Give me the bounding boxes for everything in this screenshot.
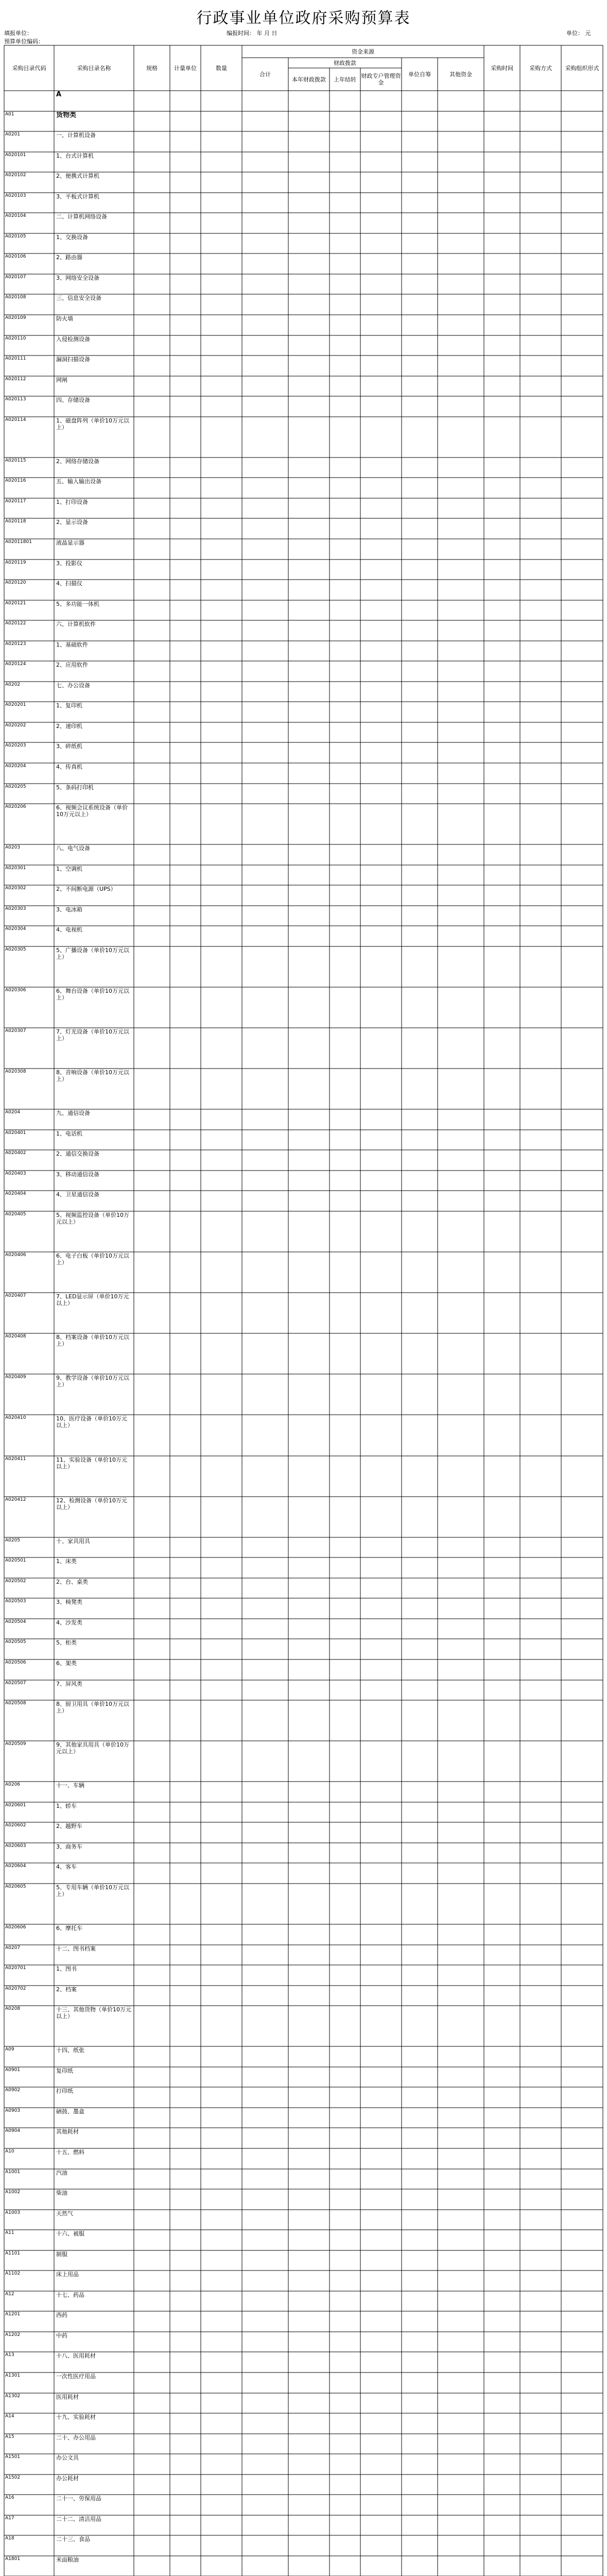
row-code: A020122	[5, 621, 26, 626]
row-code: A1301	[5, 2373, 21, 2379]
row-code: A09	[5, 2047, 14, 2053]
row-code: A020412	[5, 1497, 26, 1502]
row-name: 中药	[56, 2332, 67, 2339]
row-code: A0208	[5, 2006, 21, 2012]
row-code: A020107	[5, 274, 26, 280]
row-name: 2、路由器	[56, 254, 82, 261]
row-code: A0205	[5, 1537, 21, 1543]
row-name: 1、交换设备	[56, 233, 88, 241]
row-code: A020103	[5, 193, 26, 198]
row-code: A020701	[5, 1965, 26, 1971]
section-heading: A	[56, 91, 62, 98]
row-code: A020509	[5, 1741, 26, 1747]
row-code: A020409	[5, 1375, 26, 1380]
row-name: 5、柜类	[56, 1639, 77, 1647]
row-code: A1502	[5, 2475, 21, 2480]
header-unit: 计量单位	[174, 64, 197, 72]
row-code: A0902	[5, 2088, 21, 2093]
row-name: 办公文具	[56, 2454, 79, 2462]
row-name: 4、扫描仪	[56, 580, 82, 587]
row-name: 3、平板式计算机	[56, 193, 99, 200]
row-code: A0201	[5, 132, 21, 138]
row-code: A1501	[5, 2454, 21, 2460]
row-code: A020123	[5, 641, 26, 647]
row-name: 6、架类	[56, 1659, 77, 1667]
row-name: 十一、车辆	[56, 1782, 84, 1789]
row-name: 1、基础软件	[56, 641, 88, 648]
row-code: A1201	[5, 2312, 21, 2317]
row-name: 5、专用车辆（单价10万元以上）	[56, 1884, 129, 1897]
header-total: 合计	[259, 71, 271, 78]
row-name: 5、条码打印机	[56, 784, 94, 791]
row-name: 八、电气设备	[56, 845, 90, 852]
header-method: 采购方式	[529, 64, 552, 72]
row-code: A020113	[5, 397, 26, 402]
row-code: A020503	[5, 1599, 26, 1604]
row-name: 十四、纸张	[56, 2047, 84, 2054]
row-name: 漏洞扫描设备	[56, 356, 90, 363]
row-code: A1101	[5, 2250, 21, 2256]
row-name: 2、网络存储设备	[56, 457, 99, 465]
row-code: A020124	[5, 662, 26, 667]
header-self-raised: 单位自筹	[408, 71, 431, 78]
row-name: 十八、医用耗材	[56, 2352, 96, 2360]
row-name: 一、计算机设备	[56, 132, 96, 139]
row-name: 3、网络安全设备	[56, 274, 99, 281]
row-code: A020206	[5, 804, 26, 810]
row-code: A020408	[5, 1334, 26, 1340]
row-code: A020101	[5, 152, 26, 158]
row-code: A020605	[5, 1884, 26, 1889]
row-name: 十三、其他货物（单价10万元以上）	[56, 2006, 131, 2020]
row-code: A10	[5, 2149, 14, 2155]
row-name: 九、通信设备	[56, 1110, 90, 1117]
row-code: A020120	[5, 580, 26, 586]
row-name: 7、屏风类	[56, 1680, 82, 1687]
row-code: A01	[5, 111, 14, 117]
row-name: 2、应用软件	[56, 662, 88, 669]
row-code: A020105	[5, 233, 26, 239]
row-name: 六、计算机软件	[56, 621, 96, 628]
row-name: 二十、办公用品	[56, 2434, 96, 2441]
row-code: A0207	[5, 1945, 21, 1951]
row-code: A020302	[5, 886, 26, 891]
header-funds: 资金来源	[352, 48, 374, 55]
row-code: A020702	[5, 1986, 26, 1991]
row-name: 硒鼓、墨盒	[56, 2108, 84, 2115]
row-name: 7、灯光设备（单价10万元以上）	[56, 1028, 129, 1042]
row-name: 6、舞台设备（单价10万元以上）	[56, 987, 129, 1001]
row-name: 9、教学设备（单价10万元以上）	[56, 1375, 129, 1388]
row-name: 2、显示设备	[56, 519, 88, 526]
row-name: 2、不间断电源（UPS）	[56, 886, 116, 893]
row-code: A020203	[5, 743, 26, 749]
row-code: A02011801	[5, 539, 32, 545]
row-code: A020407	[5, 1293, 26, 1299]
row-name: 3、椅凳类	[56, 1599, 82, 1606]
row-name: 1、复印机	[56, 702, 82, 709]
row-code: A1002	[5, 2190, 21, 2195]
row-name: 医用耗材	[56, 2393, 79, 2400]
row-code: A020411	[5, 1456, 26, 1462]
row-name: 柴油	[56, 2190, 67, 2197]
row-name: 4、卫星通信设备	[56, 1191, 99, 1198]
row-name: 1、图书	[56, 1965, 77, 1973]
header-org: 采购组织形式	[565, 64, 599, 72]
row-name: 三、信息安全设备	[56, 295, 101, 302]
row-code: A020410	[5, 1415, 26, 1421]
header-spec: 规格	[146, 64, 158, 72]
header-code: 采购目录代码	[12, 64, 46, 72]
row-name: 七、办公设备	[56, 682, 90, 689]
row-name: 西药	[56, 2312, 67, 2319]
row-code	[5, 91, 53, 111]
row-code: A020202	[5, 722, 26, 728]
header-period: 采购时间	[491, 64, 513, 72]
row-code: A020507	[5, 1680, 26, 1686]
row-name: 2、档案	[56, 1986, 77, 1993]
row-code: A020116	[5, 478, 26, 484]
row-name: 五、输入输出设备	[56, 478, 101, 485]
header-fiscal: 财政拨款	[334, 59, 356, 66]
row-code: A020501	[5, 1558, 26, 1564]
row-code: A0203	[5, 845, 21, 851]
row-name: 4、客车	[56, 1863, 77, 1871]
row-name: 11、实验设备（单价10万元以上）	[56, 1456, 127, 1470]
row-code: A11	[5, 2230, 14, 2236]
row-code: A1003	[5, 2210, 21, 2215]
row-code: A020606	[5, 1925, 26, 1930]
row-name: 米面粮油	[56, 2556, 79, 2563]
row-code: A020301	[5, 865, 26, 871]
row-code: A020111	[5, 356, 26, 362]
report-date: 编报时间： 年 月 日	[227, 30, 278, 37]
row-code: A020406	[5, 1252, 26, 1258]
row-name: 打印纸	[56, 2088, 73, 2095]
row-code: A17	[5, 2515, 14, 2521]
row-code: A020118	[5, 519, 26, 524]
row-code: A020205	[5, 784, 26, 789]
row-code: A020504	[5, 1619, 26, 1624]
row-name: 二十三、食品	[56, 2536, 90, 2543]
row-name: 5、视频监控设备（单价10万元以上）	[56, 1211, 129, 1225]
row-name: 网闸	[56, 376, 67, 383]
row-name: 天然气	[56, 2210, 73, 2217]
row-name: 1、空调机	[56, 865, 82, 872]
row-name: 十六、被服	[56, 2230, 84, 2238]
row-code: A0901	[5, 2067, 21, 2073]
row-code: A020304	[5, 926, 26, 932]
row-name: 汽油	[56, 2169, 67, 2176]
row-name: 6、电子白板（单价10万元以上）	[56, 1252, 129, 1266]
row-code: A0202	[5, 682, 21, 687]
row-name: 十九、实验耗材	[56, 2414, 96, 2421]
row-name: 防火墙	[56, 315, 73, 322]
row-name: 4、沙发类	[56, 1619, 82, 1626]
row-name: 12、检测设备（单价10万元以上）	[56, 1497, 127, 1511]
row-name: 2、便携式计算机	[56, 173, 99, 180]
row-name: 3、电冰箱	[56, 906, 82, 913]
unit-code-label: 预算单位编码：	[4, 38, 44, 45]
row-name: 6、视频会议系统设备（单价10万元以上）	[56, 804, 128, 818]
row-code: A12	[5, 2291, 14, 2297]
row-code: A0904	[5, 2128, 21, 2134]
row-code: A1302	[5, 2393, 21, 2399]
row-name: 一次性医疗用品	[56, 2373, 96, 2380]
row-name: 复印纸	[56, 2067, 73, 2074]
row-name: 1、磁盘阵列（单价10万元以上）	[56, 417, 129, 431]
row-name: 十五、燃料	[56, 2149, 84, 2156]
row-code: A020603	[5, 1843, 26, 1849]
row-code: A020201	[5, 702, 26, 708]
row-code: A020402	[5, 1150, 26, 1156]
row-name: 7、LED显示屏（单价10万元以上）	[56, 1293, 129, 1307]
row-name: 液晶显示器	[56, 539, 84, 546]
row-name: 3、碎纸机	[56, 743, 82, 750]
row-name: 9、其他家具用具（单价10万元以上）	[56, 1741, 129, 1755]
row-code: A020306	[5, 987, 26, 993]
row-code: A020305	[5, 946, 26, 952]
row-name: 二十二、清洁用品	[56, 2515, 101, 2522]
row-name: 办公耗材	[56, 2475, 79, 2482]
row-code: A020307	[5, 1028, 26, 1034]
row-name: 入侵检测设备	[56, 335, 90, 343]
row-code: A020109	[5, 315, 26, 320]
row-name: 8、音响设备（单价10万元以上）	[56, 1069, 129, 1083]
row-code: A020502	[5, 1578, 26, 1584]
row-code: A020604	[5, 1863, 26, 1869]
header-fiscal-sub: 财政专户管理资金	[361, 73, 401, 86]
row-name: 5、广播设备（单价10万元以上）	[56, 946, 129, 960]
row-name: 8、厨卫用具（单价10万元以上）	[56, 1701, 129, 1715]
row-code: A020405	[5, 1211, 26, 1217]
row-code: A020204	[5, 763, 26, 769]
header-other-funds: 其他资金	[449, 71, 472, 78]
row-code: A020106	[5, 254, 26, 260]
unit-label: 填报单位：	[4, 30, 32, 37]
row-code: A020506	[5, 1659, 26, 1665]
row-code: A1202	[5, 2332, 21, 2337]
row-code: A14	[5, 2414, 14, 2419]
row-name: 1、床类	[56, 1558, 77, 1565]
row-name: 1、台式计算机	[56, 152, 94, 159]
row-code: A0206	[5, 1782, 21, 1788]
row-name: 5、多功能一体机	[56, 600, 99, 607]
row-name: 3、移动通信设备	[56, 1171, 99, 1178]
row-name: 四、存储设备	[56, 397, 90, 404]
row-name: 2、速印机	[56, 722, 82, 730]
row-code: A020404	[5, 1191, 26, 1197]
row-code: A020401	[5, 1130, 26, 1136]
page-title: 行政事业单位政府采购预算表	[196, 9, 411, 27]
row-code: A020505	[5, 1639, 26, 1645]
row-name: 2、越野车	[56, 1823, 82, 1830]
section-heading: 货物类	[56, 111, 77, 119]
row-name: 1、电话机	[56, 1130, 82, 1137]
row-code: A1801	[5, 2556, 21, 2562]
row-code: A020117	[5, 498, 26, 504]
row-code: A020602	[5, 1823, 26, 1828]
currency-unit: 单位： 元	[566, 30, 591, 37]
row-code: A13	[5, 2352, 14, 2358]
row-code: A020403	[5, 1171, 26, 1176]
row-code: A1001	[5, 2169, 21, 2175]
row-name: 8、档案设备（单价10万元以上）	[56, 1334, 129, 1348]
row-name: 十、家具用具	[56, 1537, 90, 1545]
row-name: 1、轿车	[56, 1802, 77, 1809]
row-code: A020114	[5, 417, 26, 422]
row-name: 十二、图书档案	[56, 1945, 96, 1952]
row-code: A1102	[5, 2271, 21, 2277]
row-code: A020121	[5, 600, 26, 606]
row-name: 2、通信交换设备	[56, 1150, 99, 1158]
row-name: 6、摩托车	[56, 1925, 82, 1932]
row-name: 4、电视机	[56, 926, 82, 934]
row-code: A020108	[5, 295, 26, 300]
header-name: 采购目录名称	[77, 64, 111, 72]
row-code: A15	[5, 2434, 14, 2439]
row-code: A0903	[5, 2108, 21, 2113]
row-code: A020508	[5, 1701, 26, 1706]
row-name: 其他耗材	[56, 2128, 79, 2136]
row-name: 3、商务车	[56, 1843, 82, 1850]
row-name: 床上用品	[56, 2271, 79, 2278]
header-fiscal-sub: 本年财政拨款	[292, 76, 326, 83]
row-name: 十七、药品	[56, 2291, 84, 2298]
row-code: A020308	[5, 1069, 26, 1075]
row-code: A020601	[5, 1802, 26, 1808]
header-fiscal-sub: 上年结转	[334, 76, 356, 83]
row-name: 3、投影仪	[56, 560, 82, 567]
row-code: A020104	[5, 213, 26, 219]
row-code: A18	[5, 2536, 14, 2541]
row-name: 1、打印设备	[56, 498, 88, 505]
row-code: A020303	[5, 906, 26, 911]
row-code: A16	[5, 2495, 14, 2501]
row-name: 2、台、桌类	[56, 1578, 88, 1585]
row-code: A020112	[5, 376, 26, 382]
row-name: 二十一、劳保用品	[56, 2495, 101, 2502]
row-code: A0204	[5, 1110, 21, 1115]
row-name: 制服	[56, 2250, 67, 2258]
header-quantity: 数量	[216, 64, 227, 72]
row-code: A020110	[5, 335, 26, 341]
row-code: A020119	[5, 560, 26, 565]
row-code: A020115	[5, 457, 26, 463]
row-name: 二、计算机网络设备	[56, 213, 107, 221]
row-code: A020102	[5, 173, 26, 178]
row-name: 4、传真机	[56, 763, 82, 770]
row-name: 10、医疗设备（单价10万元以上）	[56, 1415, 127, 1429]
